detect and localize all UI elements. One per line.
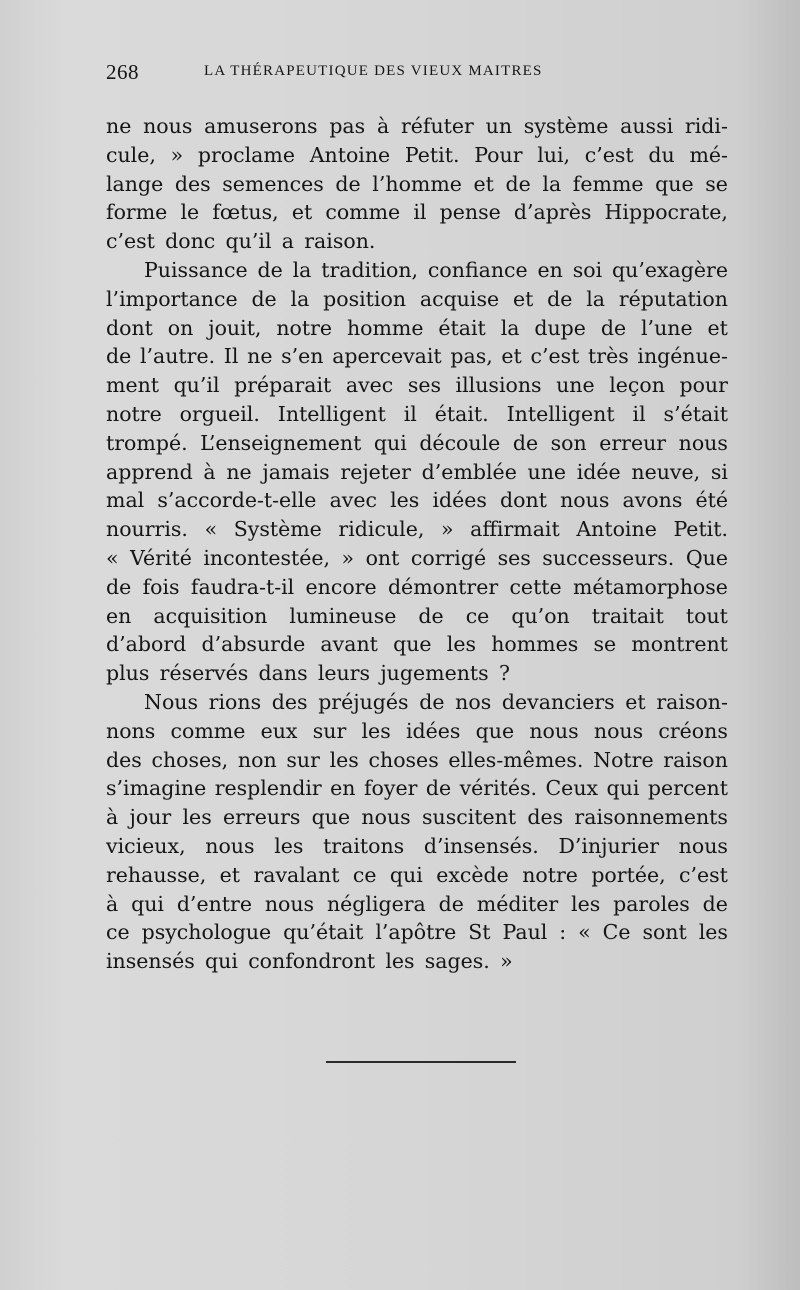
running-head: LA THÉRAPEUTIQUE DES VIEUX MAITRES <box>204 63 543 79</box>
text-line: apprend à ne jamais rejeter d’emblée une idée neuve, si <box>106 459 728 484</box>
text-line: mal s’accorde-t-elle avec les idées dont nous avons été <box>106 488 728 513</box>
text-line: « Vérité incontestée, » ont corrigé ses successeurs. Que <box>106 545 728 570</box>
page-number: 268 <box>106 60 139 84</box>
text-line: s’imagine resplendir en foyer de vérités. Ceux qui percent <box>106 776 728 801</box>
text-line: à jour les erreurs que nous suscitent des raisonnements <box>106 805 728 830</box>
text-line: des choses, non sur les choses elles-mêmes. Notre raison <box>106 747 728 772</box>
text-line: ne nous amuserons pas à réfuter un système aussi ridi- <box>106 114 728 138</box>
text-line: à qui d’entre nous négligera de méditer les paroles de <box>106 891 728 916</box>
text-line: en acquisition lumineuse de ce qu’on traitait tout <box>106 603 728 628</box>
end-rule <box>326 1061 516 1063</box>
text-line: rehausse, et ravalant ce qui excède notre portée, c’est <box>106 862 728 887</box>
text-line: de fois faudra-t-il encore démontrer cette métamorphose <box>106 574 728 599</box>
text-line: forme le fœtus, et comme il pense d’après Hippocrate, <box>106 200 728 225</box>
text-line: c’est donc qu’il a raison. <box>106 229 376 254</box>
text-line: Nous rions des préjugés de nos devanciers et raison- <box>144 689 728 714</box>
text-line: cule, » proclame Antoine Petit. Pour lui, c’est du mé- <box>106 142 728 167</box>
text-line: dont on jouit, notre homme était la dupe de l’une et <box>106 315 728 340</box>
text-line: l’importance de la position acquise et de la réputation <box>106 286 728 311</box>
text-line: lange des semences de l’homme et de la femme que se <box>106 171 728 196</box>
text-line: notre orgueil. Intelligent il était. Intelligent il s’était <box>106 401 728 426</box>
text-line: nourris. « Système ridicule, » affirmait Antoine Petit. <box>106 517 728 542</box>
text-line: insensés qui confondront les sages. » <box>106 949 513 974</box>
text-line: ment qu’il préparait avec ses illusions une leçon pour <box>106 373 728 398</box>
text-line: plus réservés dans leurs jugements ? <box>106 661 510 686</box>
page-header <box>106 60 726 84</box>
text-line: Puissance de la tradition, confiance en soi qu’exagère <box>144 257 728 282</box>
text-line: ce psychologue qu’était l’apôtre St Paul : « Ce sont les <box>106 920 728 945</box>
text-line: de l’autre. Il ne s’en apercevait pas, et c’est très ingénue- <box>106 344 728 369</box>
text-line: vicieux, nous les traitons d’insensés. D’injurier nous <box>106 833 728 858</box>
body-text <box>106 112 728 976</box>
text-line: trompé. L’enseignement qui découle de son erreur nous <box>106 430 728 455</box>
text-line: d’abord d’absurde avant que les hommes se montrent <box>106 632 728 657</box>
text-line: nons comme eux sur les idées que nous nous créons <box>106 718 728 743</box>
